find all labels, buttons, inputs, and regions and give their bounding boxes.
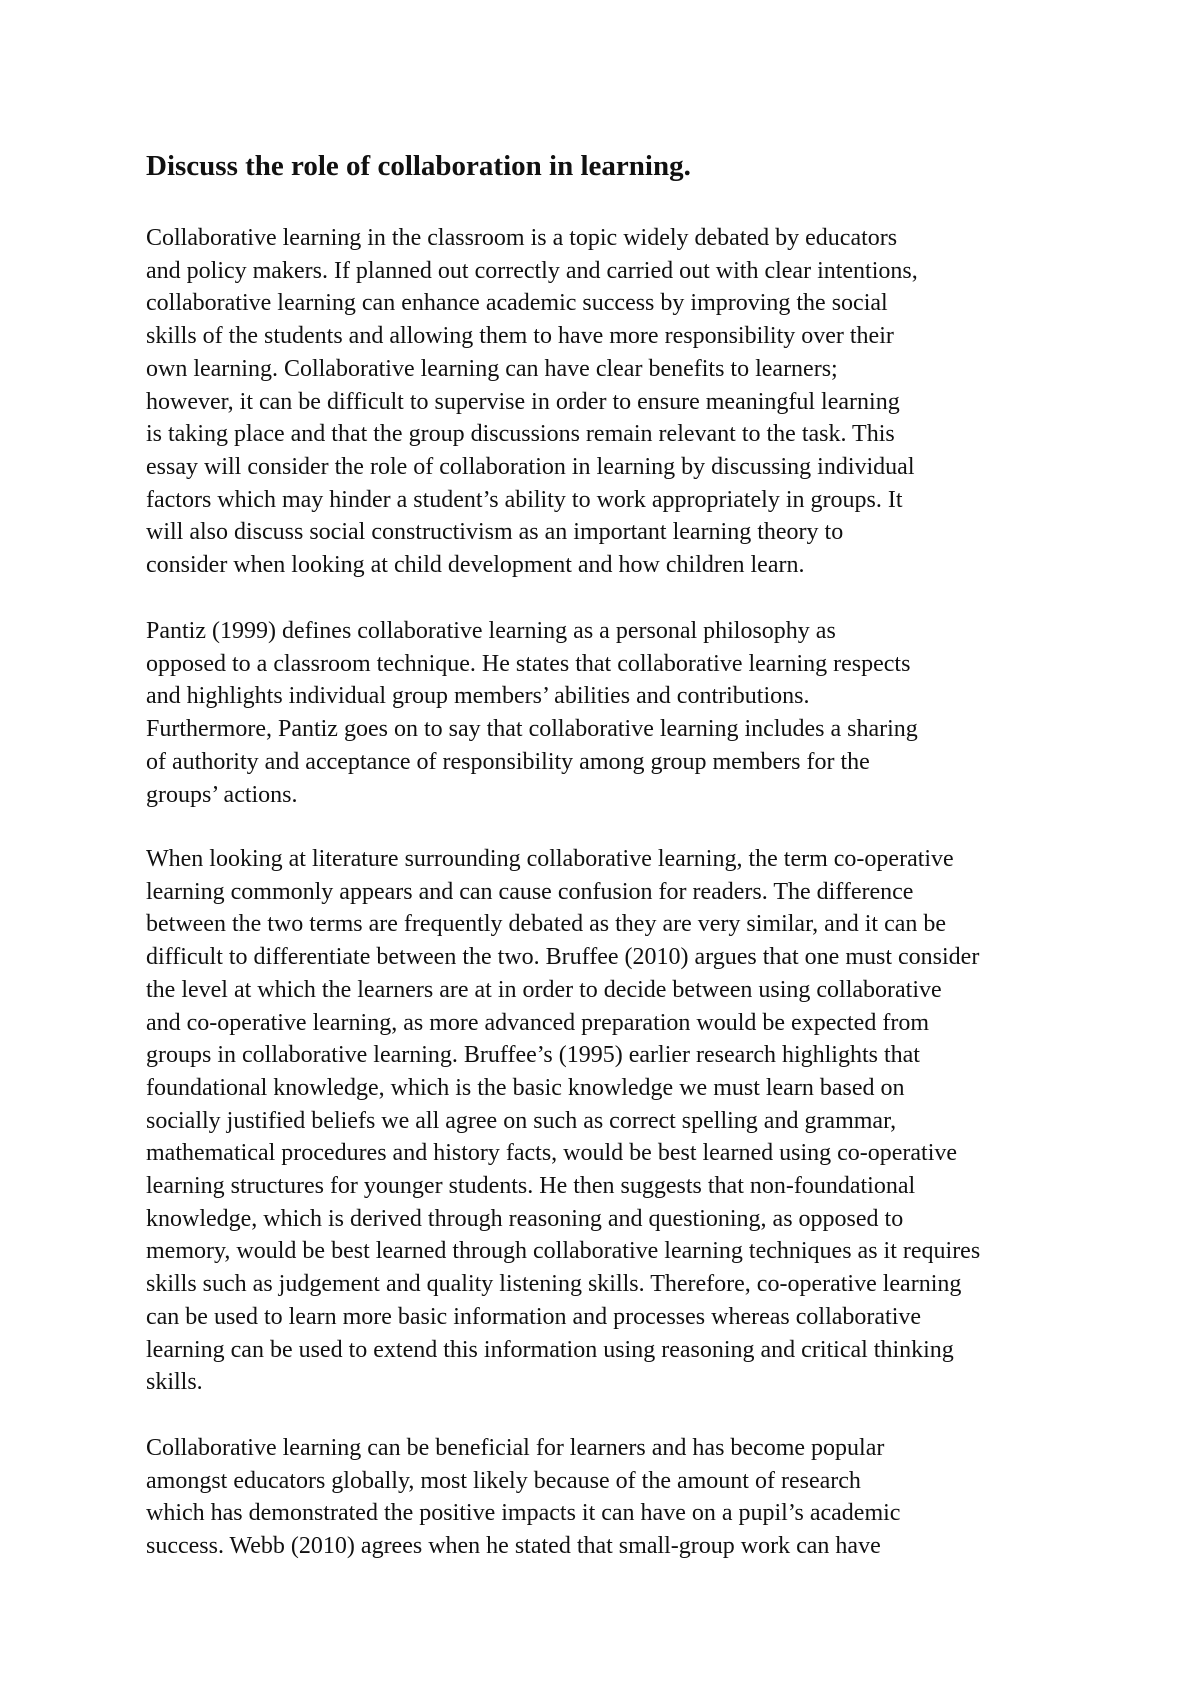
text-line: amongst educators globally, most likely because of the amount of research	[146, 1467, 861, 1494]
text-line: opposed to a classroom technique. He states that collaborative learning respects	[146, 650, 911, 677]
text-line: of authority and acceptance of responsibility among group members for the	[146, 748, 870, 775]
text-line: socially justified beliefs we all agree on such as correct spelling and grammar,	[146, 1107, 897, 1134]
text-line: difficult to differentiate between the two. Bruffee (2010) argues that one must consider	[146, 944, 980, 971]
text-line: own learning. Collaborative learning can have clear benefits to learners;	[146, 355, 838, 382]
text-line: between the two terms are frequently debated as they are very similar, and it can be	[146, 911, 947, 938]
text-line: memory, would be best learned through collaborative learning techniques as it requires	[146, 1238, 981, 1265]
text-line: learning can be used to extend this information using reasoning and critical thinking	[146, 1336, 954, 1363]
text-line: essay will consider the role of collaboration in learning by discussing individual	[146, 453, 915, 480]
text-line: learning structures for younger students. He then suggests that non-foundational	[146, 1173, 916, 1200]
text-line: factors which may hinder a student’s ability to work appropriately in groups. It	[146, 486, 903, 513]
text-line: foundational knowledge, which is the basic knowledge we must learn based on	[146, 1074, 905, 1101]
text-line: learning commonly appears and can cause confusion for readers. The difference	[146, 878, 914, 905]
text-line: is taking place and that the group discussions remain relevant to the task. This	[146, 421, 895, 448]
text-line: and highlights individual group members’ abilities and contributions.	[146, 683, 810, 710]
paragraph-4	[146, 1432, 900, 1563]
text-line: groups’ actions.	[146, 781, 298, 808]
text-line: Collaborative learning can be beneficial for learners and has become popular	[146, 1435, 885, 1461]
text-line: which has demonstrated the positive impacts it can have on a pupil’s academic	[146, 1500, 901, 1527]
text-line: mathematical procedures and history facts, would be best learned using co-operative	[146, 1140, 958, 1167]
paragraph-3	[146, 843, 980, 1399]
text-line: success. Webb (2010) agrees when he stated that small-group work can have	[146, 1533, 881, 1560]
text-line: skills.	[146, 1369, 203, 1396]
text-line: will also discuss social constructivism as an important learning theory to	[146, 519, 844, 546]
paragraph-1	[146, 222, 918, 582]
text-line: the level at which the learners are at in order to decide between using collaborative	[146, 976, 942, 1003]
text-line: skills of the students and allowing them to have more responsibility over their	[146, 323, 894, 350]
document-title: Discuss the role of collaboration in learning.	[146, 150, 691, 182]
paragraph-2	[146, 615, 918, 811]
text-line: Furthermore, Pantiz goes on to say that collaborative learning includes a sharing	[146, 716, 918, 743]
text-line: however, it can be difficult to supervise in order to ensure meaningful learning	[146, 388, 900, 415]
text-line: groups in collaborative learning. Bruffee’s (1995) earlier research highlights that	[146, 1042, 920, 1069]
text-line: collaborative learning can enhance academic success by improving the social	[146, 290, 888, 317]
text-line: Pantiz (1999) defines collaborative learning as a personal philosophy as	[146, 618, 836, 644]
text-line: When looking at literature surrounding collaborative learning, the term co-operative	[146, 846, 954, 872]
text-line: and policy makers. If planned out correctly and carried out with clear intentions,	[146, 257, 918, 284]
text-line: and co-operative learning, as more advanced preparation would be expected from	[146, 1009, 929, 1036]
text-line: can be used to learn more basic information and processes whereas collaborative	[146, 1303, 922, 1330]
text-line: skills such as judgement and quality listening skills. Therefore, co-operative learning	[146, 1271, 962, 1298]
text-line: consider when looking at child development and how children learn.	[146, 552, 805, 579]
text-line: knowledge, which is derived through reasoning and questioning, as opposed to	[146, 1205, 904, 1232]
text-line: Collaborative learning in the classroom is a topic widely debated by educators	[146, 225, 898, 251]
